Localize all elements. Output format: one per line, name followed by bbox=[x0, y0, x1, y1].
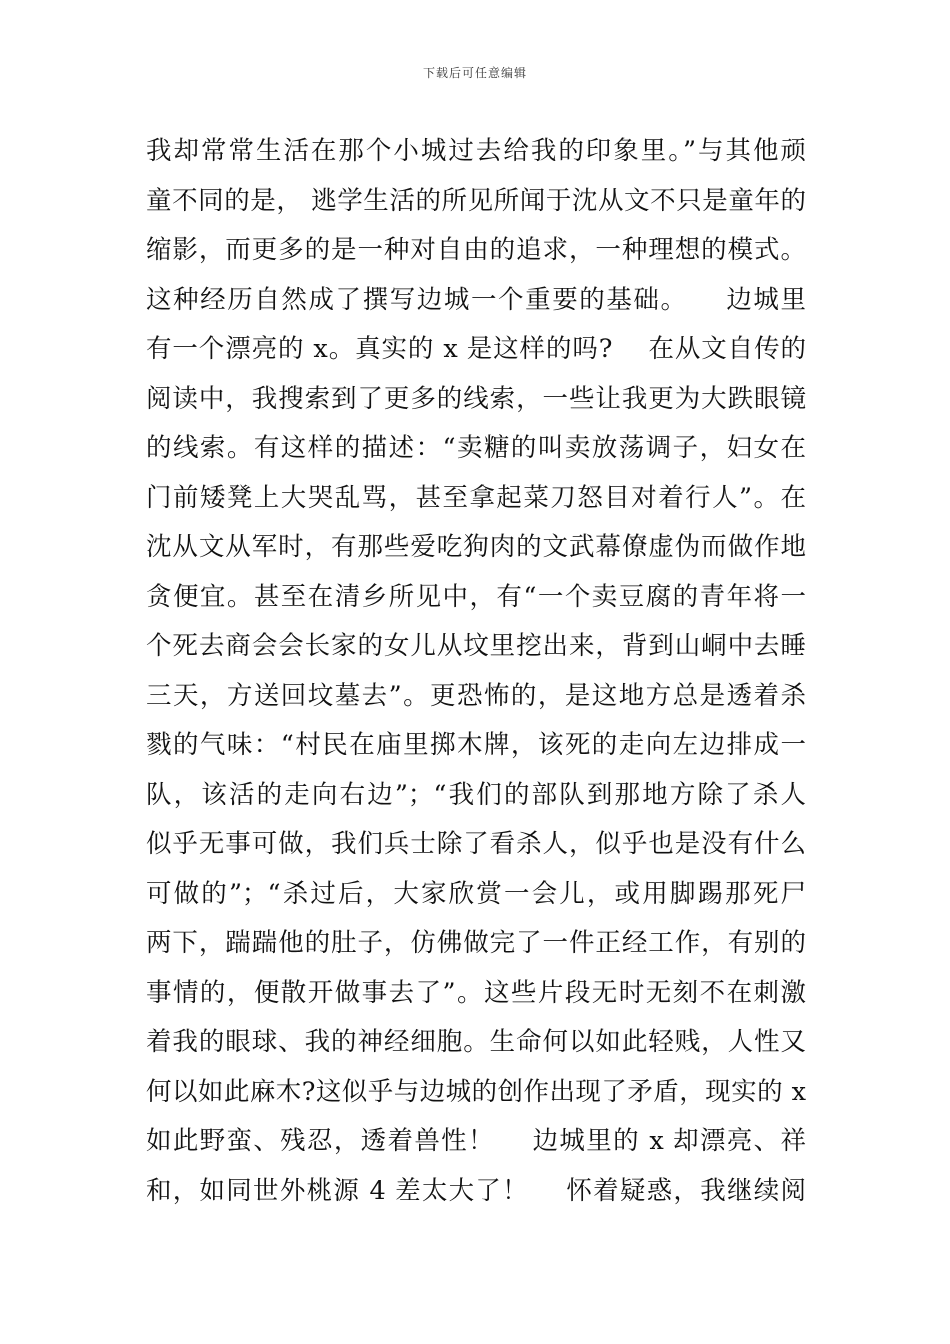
text-line: 事情的，便散开做事去了”。这些片段无时无刻不在刺激 bbox=[146, 977, 806, 1008]
text-line: 队，该活的走向右边”；“我们的部队到那地方除了杀人 bbox=[146, 779, 806, 810]
text-line: 三天，方送回坟墓去”。更恐怖的，是这地方总是透着杀 bbox=[146, 680, 806, 711]
text-line: 个死去商会会长家的女儿从坟里挖出来，背到山峒中去睡 bbox=[146, 631, 806, 661]
text-line: 和，如同世外桃源 4 差太大了！ 怀着疑惑，我继续阅 bbox=[146, 1175, 806, 1206]
text-line: 我却常常生活在那个小城过去给我的印象里。”与其他顽 bbox=[146, 136, 806, 166]
text-line: 沈从文从军时，有那些爱吃狗肉的文武幕僚虚伪而做作地 bbox=[146, 532, 806, 562]
text-line: 缩影，而更多的是一种对自由的追求，一种理想的模式。 bbox=[146, 235, 806, 265]
text-line: 门前矮凳上大哭乱骂，甚至拿起菜刀怒目对着行人”。在 bbox=[146, 482, 806, 513]
text-line: 着我的眼球、我的神经细胞。生命何以如此轻贱，人性又 bbox=[146, 1027, 806, 1057]
text-line: 有一个漂亮的 x。真实的 x 是这样的吗? 在从文自传的 bbox=[146, 334, 806, 364]
text-line: 童不同的是， 逃学生活的所见所闻于沈从文不只是童年的 bbox=[146, 185, 806, 216]
text-line: 似乎无事可做，我们兵士除了看杀人，似乎也是没有什么 bbox=[146, 829, 806, 859]
body-text bbox=[146, 127, 806, 1216]
text-line: 戮的气味：“村民在庙里掷木牌，该死的走向左边排成一 bbox=[146, 730, 806, 760]
text-line: 如此野蛮、残忍，透着兽性！ 边城里的 x 却漂亮、祥 bbox=[146, 1126, 806, 1156]
text-line: 阅读中，我搜索到了更多的线索，一些让我更为大跌眼镜 bbox=[146, 383, 806, 414]
text-line: 何以如此麻木?这似乎与边城的创作出现了矛盾，现实的 x bbox=[146, 1076, 806, 1107]
text-line: 贪便宜。甚至在清乡所见中，有“一个卖豆腐的青年将一 bbox=[146, 581, 806, 612]
page-header: 下载后可任意编辑 bbox=[422, 66, 527, 80]
text-line: 这种经历自然成了撰写边城一个重要的基础。 边城里 bbox=[146, 284, 806, 315]
text-line: 的线索。有这样的描述：“卖糖的叫卖放荡调子，妇女在 bbox=[146, 433, 806, 463]
text-line: 两下，踹踹他的肚子，仿佛做完了一件正经工作，有别的 bbox=[146, 928, 806, 958]
text-line: 可做的”；“杀过后，大家欣赏一会儿，或用脚踢那死尸 bbox=[146, 878, 806, 909]
